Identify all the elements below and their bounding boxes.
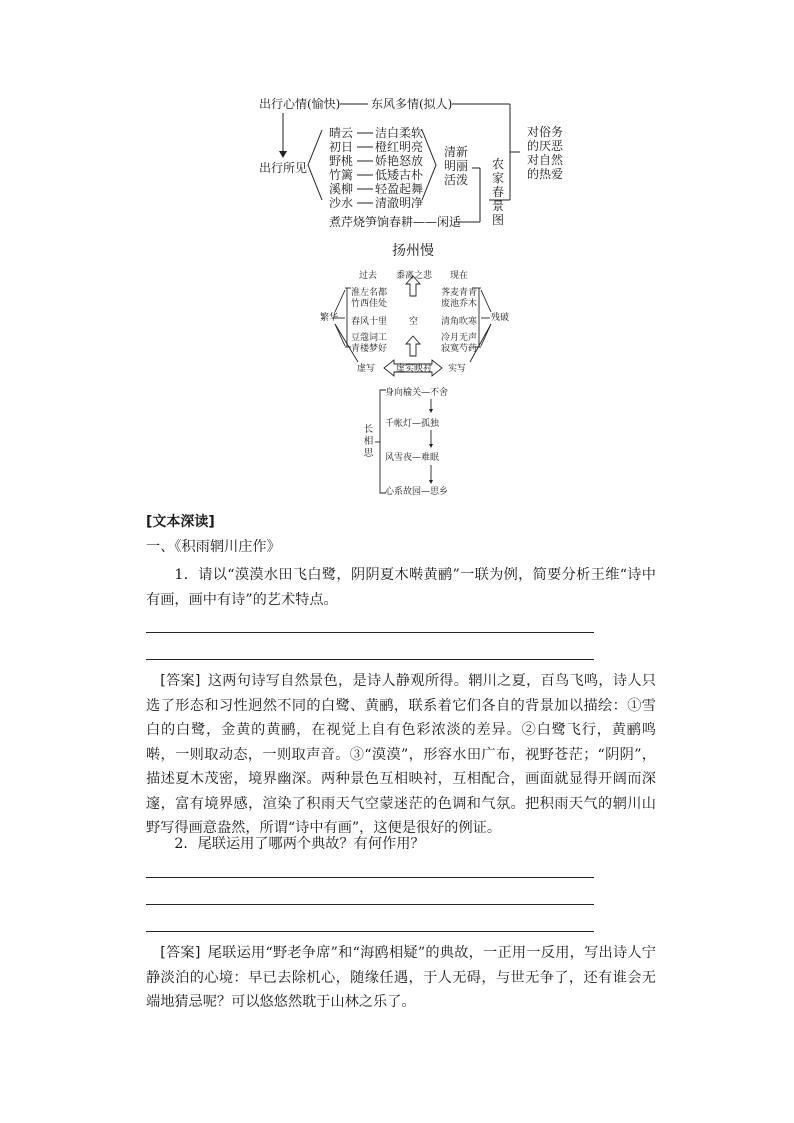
diagram2-left-label: 繁华: [320, 313, 339, 323]
diagram2-center: 空: [409, 317, 419, 327]
diagram2-right-item: 荠麦青青: [441, 288, 478, 298]
diagram1-pair-right: 轻盈起舞: [375, 182, 424, 196]
answer-line: [146, 659, 594, 660]
diagram2-left-item: 春风十里: [351, 317, 388, 327]
diagram1-scene: 农家春景图: [491, 157, 504, 227]
diagram1-top-right: 东风多情(拟人): [371, 97, 453, 111]
diagram1-middle-left: 出行所见: [259, 161, 308, 175]
diagram2-chain-item: 千帐灯—孤独: [385, 419, 440, 429]
diagram1-pair-right: 低矮古朴: [375, 168, 424, 182]
diagram2-chain-item: 风雪夜—难眠: [385, 453, 440, 463]
diagram1-pair-right: 橙红明亮: [375, 140, 424, 154]
answer-tag: [答案]: [160, 945, 201, 961]
diagram1-attitude: 对自然: [527, 153, 564, 167]
answer-line: [146, 877, 594, 878]
section-heading: [文本深读]: [146, 514, 215, 530]
diagram1-pair-left: 野桃: [329, 154, 354, 168]
diagram1-bottom: 煮芹烧笋饷春耕——闲适: [329, 215, 462, 229]
answer-1: [146, 669, 656, 841]
diagram1-pair-left: 竹篱: [329, 168, 354, 182]
diagram1-pair-left: 溪柳: [329, 182, 354, 196]
diagram2-left-item: 竹西佳处: [351, 299, 388, 309]
diagram2-lines: [0, 0, 794, 510]
diagram1-quality: 清新: [444, 145, 469, 159]
diagram2-right-item: 冷月无声: [441, 333, 478, 343]
question-2: 2．尾联运用了哪两个典故？有何作用？: [174, 836, 425, 852]
diagram2-right-label: 残破: [491, 313, 510, 323]
diagram2-right-item: 废池乔木: [441, 299, 478, 309]
diagram2-chain-item: 身向榆关—不舍: [385, 388, 449, 398]
subsection-title: 一、《积雨辋川庄作》: [146, 539, 281, 555]
diagram1-pair-left: 沙水: [329, 196, 354, 210]
diagram1-pair-right: 清澈明净: [375, 196, 424, 210]
diagram1-quality: 明丽: [444, 159, 469, 173]
diagram2-left-item: 淮左名都: [351, 288, 388, 298]
diagram2-left-item: 青楼梦好: [351, 344, 388, 354]
diagram1-quality: 活泼: [444, 173, 469, 187]
diagram2-side-label: 长相思: [363, 424, 374, 459]
answer-2: [146, 941, 656, 1015]
diagram1-pair-right: 娇艳怒放: [375, 154, 424, 168]
answer-line: [146, 931, 594, 932]
diagram1-top-left: 出行心情(愉快): [259, 97, 341, 111]
diagram2-past: 过去: [359, 271, 378, 281]
diagram2-bottom-left: 虚写: [357, 364, 376, 374]
diagram2-left-item: 豆蔻词工: [351, 333, 388, 343]
answer-tag: [答案]: [160, 673, 201, 689]
diagram1-pair-left: 晴云: [329, 126, 354, 140]
diagram1-attitude: 的厌恶: [527, 139, 564, 153]
diagram1-pair-right: 洁白柔软: [375, 126, 424, 140]
answer-line: [146, 632, 594, 633]
diagram1-attitude: 的热爱: [527, 167, 564, 181]
question-1: 1．请以“漠漠水田飞白鹭，阴阴夏木啭黄鹂”一联为例，简要分析王维“诗中有画，画中有诗”的艺术特点。: [146, 567, 656, 608]
answer-2-text: 尾联运用“野老争席”和“海鸥相疑”的典故，一正用一反用，写出诗人宁静淡泊的心境：早已去除机心，随缘任遇，于人无碍，与世无争了，还有谁会无端地猜忌呢？可以悠悠然耽于山林之乐了。: [146, 945, 656, 1010]
diagram2-right-item: 清角吹寒: [441, 317, 478, 327]
answer-line: [146, 904, 594, 905]
answer-1-text: 这两句诗写自然景色，是诗人静观所得。辋川之夏，百鸟飞鸣，诗人只选了形态和习性迥然不同的白鹭、黄鹂，联系着它们各自的背景加以描绘：①雪白的白鹭，金黄的黄鹂，在视觉上自有色彩浓淡的差异。②白鹭飞行，黄鹂鸣啭，一则取动态，一则取声音。③“漠漠”，形容水田广布，视野苍茫；“阴阴”，描述夏木茂密，境界幽深。两种景色互相映衬，互相配合，画面就显得开阔而深邃，富有境界感，渲染了积雨天气空蒙迷茫的色调和气氛。把积雨天气的辋川山野写得画意盎然，所谓“诗中有画”，这便是很好的例证。: [146, 673, 656, 836]
diagram2-present: 现在: [450, 271, 469, 281]
diagram1-pair-left: 初日: [329, 140, 354, 154]
diagram2-right-item: 寂寞芍药: [441, 344, 478, 354]
diagram2-bottom-center: 虚实映衬: [396, 364, 433, 374]
diagram2-chain-item: 心系故园—思乡: [385, 487, 449, 497]
diagram2-title: 扬州慢: [392, 243, 434, 259]
diagram1-attitude: 对俗务: [527, 125, 564, 139]
diagram2-bottom-right: 实写: [448, 364, 467, 374]
diagram2-theme: 黍离之悲: [396, 271, 433, 281]
